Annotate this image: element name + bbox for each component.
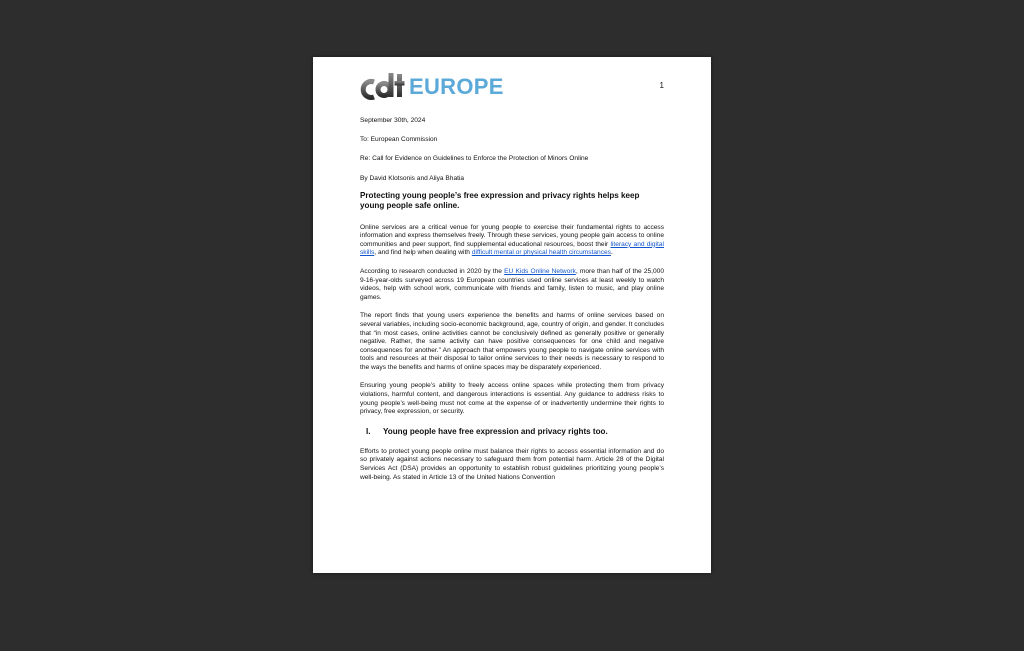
link-literacy-digital-skills[interactable]: literacy and digital skills [360, 240, 664, 257]
link-health-circumstances[interactable]: difficult mental or physical health circumstances [471, 249, 611, 257]
section-number: I. [366, 426, 371, 436]
cdt-europe-logo [360, 70, 504, 100]
paragraph-1: Online services are a critical venue for young people to exercise their fundamental rights to access information and express themselves freely. Through these services, young people gain access to online communities and peer support, find supplemental educational resources, boost their literacy and digital skills, and find help when dealing with difficult mental or physical health circumstances. [360, 223, 664, 257]
paragraph-2: According to research conducted in 2020 by the EU Kids Online Network, more than half of the 25,000 9-16-year-olds surveyed across 19 European countries used online services at least weekly to watch videos, help with school work, communicate with friends and family, listen to music, and play online games. [360, 267, 664, 301]
section-title: Young people have free expression and privacy rights too. [383, 426, 608, 436]
paragraph-3: The report finds that young users experience the benefits and harms of online services based on several variables, including socio-economic background, age, country of origin, and gender. It concludes that “in most cases, online activities cannot be conclusively defined as generally positive or generally negative. Rather, the same activity can have positive consequences for one child and negative consequences for another.” An approach that empowers young people to navigate online services with tools and resources at their disposal to tailor online services to their needs is necessary to respond to the ways the benefits and harms of online spaces may be disparately experienced. [360, 312, 664, 371]
letter-date: September 30th, 2024 [360, 117, 426, 124]
letter-authors: By David Klotsonis and Aliya Bhatia [360, 174, 465, 182]
cdt-logo-mark-icon [360, 70, 406, 100]
section-heading-1 [366, 427, 664, 437]
paragraph-4: Ensuring young people’s ability to freely access online spaces while protecting them from privacy violations, harmful content, and dangerous interactions is essential. Any guidance to address risks to young people’s well-being must not come at the expense of or inadvertently undermine their rights to privacy, free expression, or security. [360, 382, 664, 416]
paragraph-5: Efforts to protect young people online must balance their rights to access essential information and do so privately against actions necessary to safeguard them from potential harm. Article 28 of the Digital Services Act (DSA) provides an opportunity to establish robust guidelines prioritizing young people’s well-being. As stated in Article 13 of the United Nations Convention [360, 447, 664, 481]
link-eu-kids-online-network[interactable]: EU Kids Online Network [504, 267, 576, 275]
letter-subject: Re: Call for Evidence on Guidelines to Enforce the Protection of Minors Online [360, 155, 589, 163]
document-headline: Protecting young people’s free expression and privacy rights helps keep young people safe online. [360, 191, 640, 211]
logo-wordmark: EUROPE [409, 74, 504, 99]
document-body [360, 117, 664, 492]
document-page [313, 57, 711, 573]
letter-recipient: To: European Commission [360, 136, 438, 144]
page-number: 1 [659, 81, 664, 90]
